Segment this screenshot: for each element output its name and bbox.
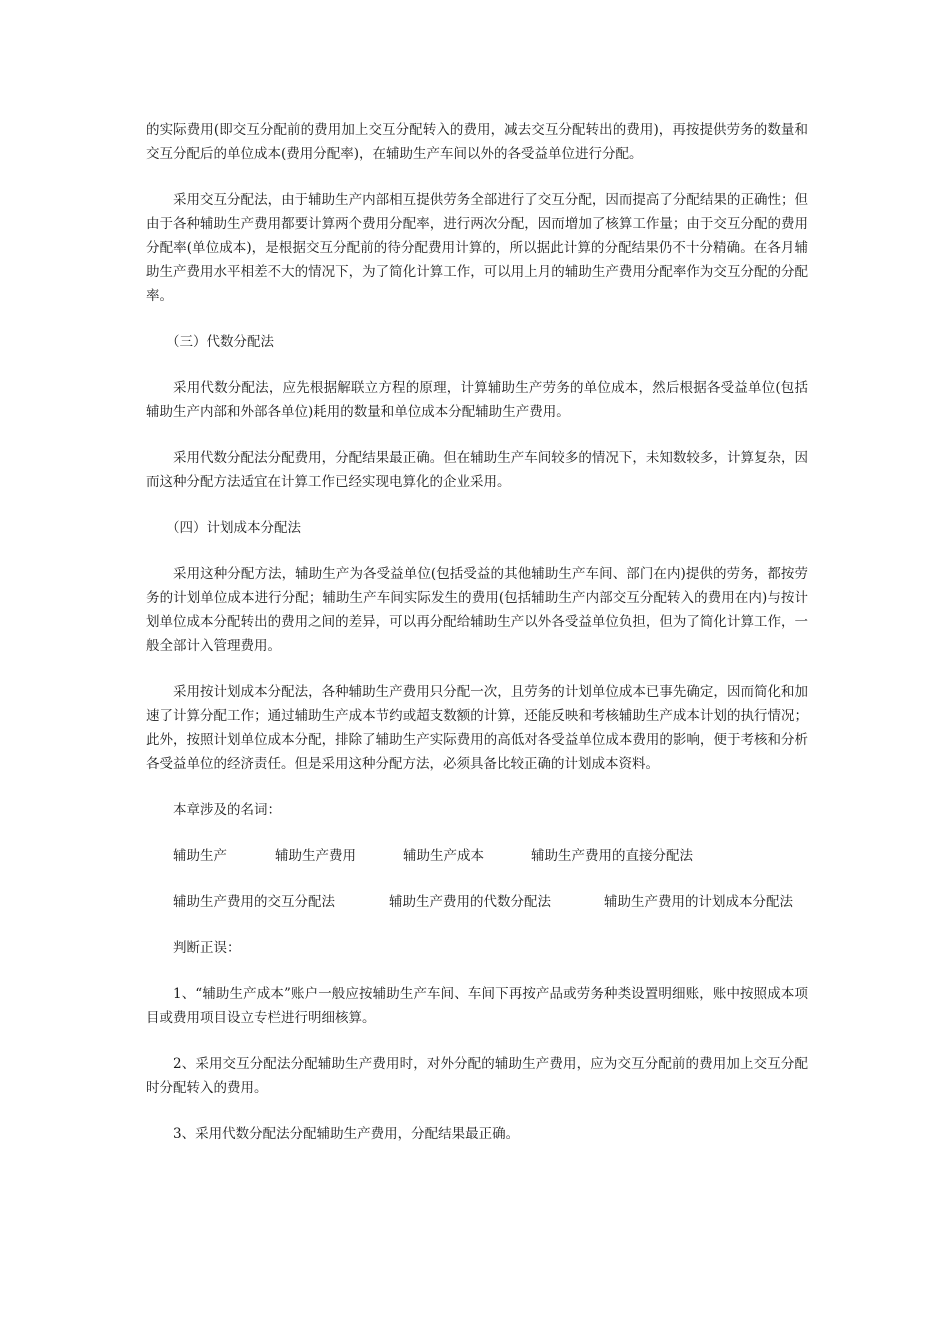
question-item: 2、采用交互分配法分配辅助生产费用时，对外分配的辅助生产费用，应为交互分配前的费用加上交互分配时分配转入的费用。 bbox=[146, 1056, 808, 1096]
paragraph-algebraic-evaluation: 采用代数分配法分配费用，分配结果最正确。但在辅助生产车间较多的情况下，未知数较多，计算复杂，因而这种分配方法适宜在计算工作已经实现电算化的企业采用。 bbox=[146, 450, 808, 490]
term-item: 辅助生产费用的交互分配法 bbox=[173, 894, 335, 910]
terms-list-row-2 bbox=[146, 890, 808, 914]
section-heading-planned-cost: （四）计划成本分配法 bbox=[166, 520, 301, 536]
terms-list-row-1 bbox=[146, 844, 808, 868]
paragraph-planned-cost-evaluation: 采用按计划成本分配法，各种辅助生产费用只分配一次，且劳务的计划单位成本已事先确定，因而简化和加速了计算分配工作；通过辅助生产成本节约或超支数额的计算，还能反映和考核辅助生产成本计划的执行情况；此外，按照计划单位成本分配，排除了辅助生产实际费用的高低对各受益单位成本费用的影响，便于考核和分析各受益单位的经济责任。但是采用这种分配方法，必须具备比较正确的计划成本资料。 bbox=[146, 684, 808, 772]
term-item: 辅助生产费用的代数分配法 bbox=[389, 894, 551, 910]
question-item: 1、“辅助生产成本”账户一般应按辅助生产车间、车间下再按产品或劳务种类设置明细账，账中按照成本项目或费用项目设立专栏进行明细核算。 bbox=[146, 986, 808, 1026]
section-heading-algebraic: （三）代数分配法 bbox=[166, 334, 274, 350]
paragraph-continued: 的实际费用(即交互分配前的费用加上交互分配转入的费用，减去交互分配转出的费用)，再按提供劳务的数量和交互分配后的单位成本(费用分配率)，在辅助生产车间以外的各受益单位进行分配。 bbox=[146, 122, 808, 162]
term-item: 辅助生产成本 bbox=[403, 848, 484, 864]
paragraph-algebraic-method: 采用代数分配法，应先根据解联立方程的原理，计算辅助生产劳务的单位成本，然后根据各受益单位(包括辅助生产内部和外部各单位)耗用的数量和单位成本分配辅助生产费用。 bbox=[146, 380, 808, 420]
term-item: 辅助生产费用的计划成本分配法 bbox=[604, 894, 793, 910]
terms-title: 本章涉及的名词： bbox=[173, 802, 281, 818]
paragraph-interactive-allocation: 采用交互分配法，由于辅助生产内部相互提供劳务全部进行了交互分配，因而提高了分配结果的正确性；但由于各种辅助生产费用都要计算两个费用分配率，进行两次分配，因而增加了核算工作量；由于交互分配的费用分配率(单位成本)，是根据交互分配前的待分配费用计算的，所以据此计算的分配结果仍不十分精确。在各月辅助生产费用水平相差不大的情况下，为了简化计算工作，可以用上月的辅助生产费用分配率作为交互分配的分配率。 bbox=[146, 192, 808, 304]
document-page bbox=[146, 118, 808, 1168]
term-item: 辅助生产费用的直接分配法 bbox=[531, 848, 693, 864]
term-item: 辅助生产费用 bbox=[275, 848, 356, 864]
question-item: 3、采用代数分配法分配辅助生产费用，分配结果最正确。 bbox=[173, 1126, 520, 1142]
judgment-title: 判断正误： bbox=[173, 940, 241, 956]
term-item: 辅助生产 bbox=[173, 848, 227, 864]
paragraph-planned-cost-method: 采用这种分配方法，辅助生产为各受益单位(包括受益的其他辅助生产车间、部门在内)提供的劳务，都按劳务的计划单位成本进行分配；辅助生产车间实际发生的费用(包括辅助生产内部交互分配转入的费用在内)与按计划单位成本分配转出的费用之间的差异，可以再分配给辅助生产以外各受益单位负担，但为了简化计算工作，一般全部计入管理费用。 bbox=[146, 566, 808, 654]
